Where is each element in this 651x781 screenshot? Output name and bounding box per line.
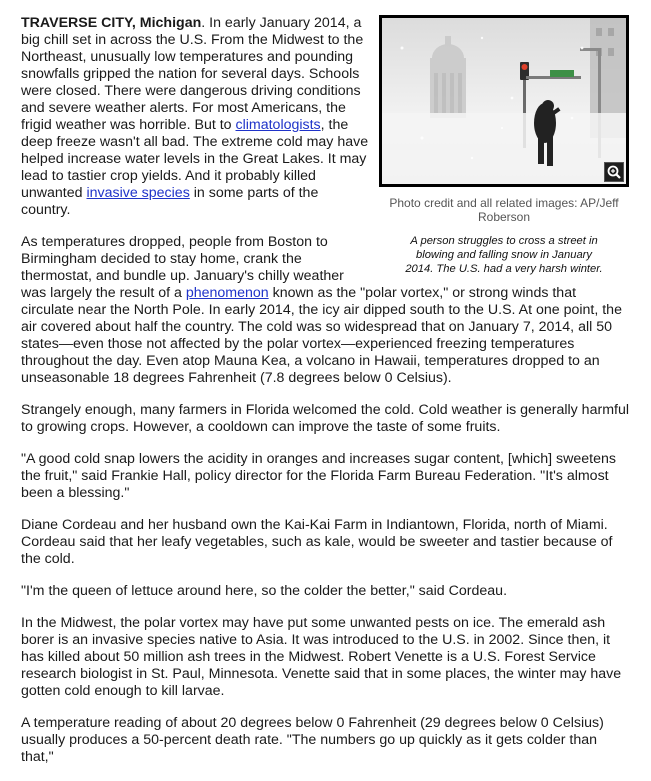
snowstorm-photo-illustration	[382, 18, 626, 184]
invasive-species-link[interactable]: invasive species	[86, 185, 190, 201]
photo-caption: A person struggles to cross a street in blowing and falling snow in January 2014. The U.S. had a very harsh winter.	[405, 235, 603, 275]
climatologists-link[interactable]: climatologists	[235, 117, 321, 133]
magnifier-zoom-icon[interactable]	[604, 162, 624, 182]
paragraph-1-text-c: in some parts of the country.	[21, 185, 319, 218]
snowstorm-photo	[379, 15, 629, 187]
paragraph-2-text-a: As temperatures dropped, people from Boston to Birmingham decided to stay home, crank the thermostat, and bundle up. January's chilly weather was largely the result of a	[21, 234, 344, 301]
paragraph-5: Diane Cordeau and her husband own the Kai-Kai Farm in Indiantown, Florida, north of Miami. Cordeau said that her leafy vegetables, such as kale, would be sweeter and tastier because of the cold.	[21, 517, 613, 567]
paragraph-8: A temperature reading of about 20 degrees below 0 Fahrenheit (29 degrees below 0 Celsius) usually produces a 50-percent death rate. "The numbers go up quickly as it gets colder than that,"	[21, 715, 604, 765]
paragraph-1-text-b: , the deep freeze wasn't all bad. The extreme cold may have helped increase water levels in the Great Lakes. It may lead to tastier crop yields. And it probably killed unwanted	[21, 117, 369, 201]
article-body	[21, 15, 629, 781]
photo-credit: Photo credit and all related images: AP/Jeff Roberson	[389, 196, 619, 224]
paragraph-4: "A good cold snap lowers the acidity in oranges and increases sugar content, [which] sweetens the fruit," said Frankie Hall, policy director for the Florida Farm Bureau Federation. "It's almost been a blessing."	[21, 451, 616, 501]
paragraph-3: Strangely enough, many farmers in Florida welcomed the cold. Cold weather is generally harmful to growing crops. However, a cooldown can improve the taste of some fruits.	[21, 402, 629, 435]
paragraph-2-text-b: known as the "polar vortex," or strong winds that circulate near the North Pole. In early 2014, the icy air dipped south to the U.S. At one point, the air covered about half the country. The cold was so widespread that on January 7, 2014, all 50 states—even those not affected by the polar vortex—experienced freezing temperatures throughout the day. Even atop Mauna Kea, a volcano in Hawaii, temperatures dropped to an unseasonable 18 degrees Fahrenheit (7.8 degrees below 0 Celsius).	[21, 285, 622, 386]
paragraph-6: "I'm the queen of lettuce around here, so the colder the better," said Cordeau.	[21, 583, 508, 599]
paragraph-1-text-a: . In early January 2014, a big chill set in across the U.S. From the Midwest to the Northeast, unusually low temperatures and pounding snowfalls gripped the nation for several days. Schools were closed. There were dangerous driving conditions and severe weather alerts. For most Americans, the frigid weather was horrible. But to	[21, 15, 364, 133]
photo-figure	[379, 15, 629, 276]
phenomenon-link[interactable]: phenomenon	[185, 285, 269, 301]
paragraph-7: In the Midwest, the polar vortex may have put some unwanted pests on ice. The emerald ash borer is an invasive species native to Asia. It was introduced to the U.S. in 2002. Since then, it has killed about 50 million ash trees in the Midwest. Robert Venette is a U.S. Forest Service research biologist in St. Paul, Minnesota. Venette said that in some places, the winter may have gotten cold enough to kill larvae.	[21, 615, 622, 699]
dateline: TRAVERSE CITY, Michigan	[21, 15, 202, 31]
